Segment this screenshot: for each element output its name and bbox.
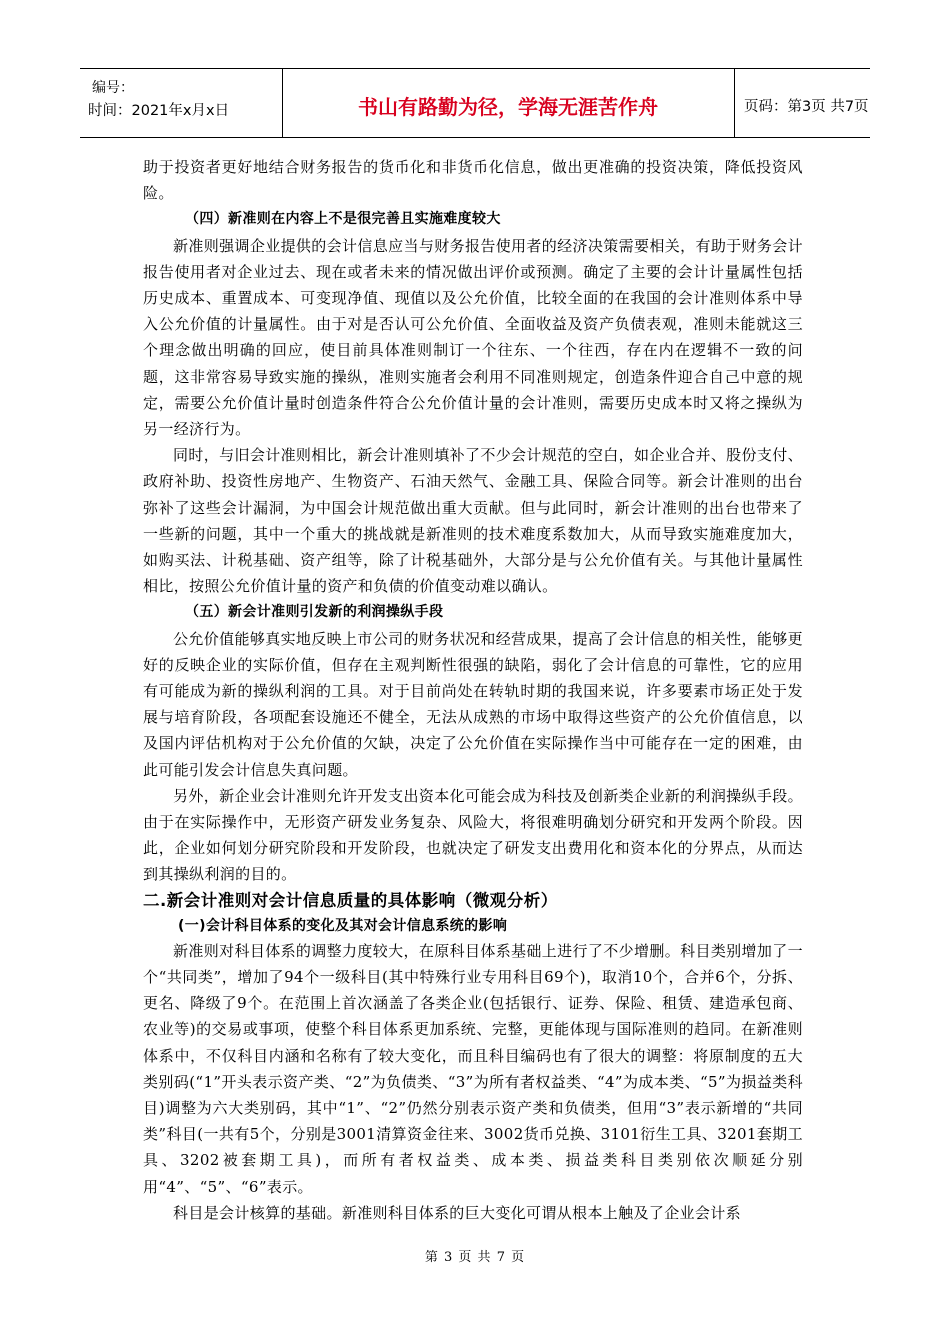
header-page-cell [734, 69, 870, 137]
document-header [80, 68, 870, 138]
paragraph-5: 另外，新企业会计准则允许开发支出资本化可能会成为科技及创新类企业新的利润操纵手段。由于在实际操作中，无形资产研发业务复杂、风险大，将很难明确划分研究和开发两个阶段。因此，企业如何划分研究阶段和开发阶段，也就决定了研发支出费用化和资本化的分界点，从而达到其操纵利润的目的。 [143, 786, 803, 884]
header-info-cell [80, 69, 283, 137]
header-motto-cell [282, 69, 735, 137]
section-heading-2: 二.新会计准则对会计信息质量的具体影响（微观分析） [143, 890, 558, 910]
document-body [143, 154, 803, 1226]
document-time-label: 时间：2021年x月x日 [88, 103, 230, 119]
header-page-label: 页码：第3页 共7页 [744, 99, 869, 115]
paragraph-6: 新准则对科目体系的调整力度较大，在原科目体系基础上进行了不少增删。科目类别增加了一个“共同类”，增加了94个一级科目(其中特殊行业专用科目69个)，取消10个，合并6个，分拆、更名、降级了9个。在范围上首次涵盖了各类企业(包括银行、证券、保险、租赁、建造承包商、农业等)的交易或事项，使整个科目体系更加系统、完整，更能体现与国际准则的趋同。在新准则体系中，不仅科目内涵和名称有了较大变化，而且科目编码也有了很大的调整：将原制度的五大类别码(“1”开头表示资产类、“2”为负债类、“3”为所有者权益类、“4”为成本类、“5”为损益类科目)调整为六大类别码，其中“1”、“2”仍然分别表示资产类和负债类，但用“3”表示新增的“共同类”科目(一共有5个，分别是3001清算资金往来、3002货币兑换、3101衍生工具、3201套期工具、3202被套期工具)，而所有者权益类、成本类、损益类科目类别依次顺延分别用“4”、“5”、“6”表示。 [143, 941, 803, 1196]
paragraph-1: 助于投资者更好地结合财务报告的货币化和非货币化信息，做出更准确的投资决策，降低投资风险。 [143, 158, 803, 203]
paragraph-7: 科目是会计核算的基础。新准则科目体系的巨大变化可谓从根本上触及了企业会计系 [173, 1203, 741, 1222]
paragraph-3: 同时，与旧会计准则相比，新会计准则填补了不少会计规范的空白，如企业合并、股份支付、政府补助、投资性房地产、生物资产、石油天然气、金融工具、保险合同等。新会计准则的出台弥补了这些会计漏洞，为中国会计规范做出重大贡献。但与此同时，新会计准则的出台也带来了一些新的问题，其中一个重大的挑战就是新准则的技术难度系数加大，从而导致实施难度加大，如购买法、计税基础、资产组等，除了计税基础外，大部分是与公允价值有关。与其他计量属性相比，按照公允价值计量的资产和负债的价值变动难以确认。 [143, 446, 803, 596]
subheading-2-1: (一)会计科目体系的变化及其对会计信息系统的影响 [178, 917, 508, 934]
heading-5: （五）新会计准则引发新的利润操纵手段 [185, 604, 444, 621]
heading-4: （四）新准则在内容上不是很完善且实施难度较大 [185, 211, 501, 228]
page-footer: 第 3 页 共 7 页 [424, 1250, 526, 1265]
paragraph-2: 新准则强调企业提供的会计信息应当与财务报告使用者的经济决策需要相关，有助于财务会计报告使用者对企业过去、现在或者未来的情况做出评价或预测。确定了主要的会计计量属性包括历史成本、重置成本、可变现净值、现值以及公允价值，比较全面的在我国的会计准则体系中导入公允价值的计量属性。由于对是否认可公允价值、全面收益及资产负债表观，准则未能就这三个理念做出明确的回应，使目前具体准则制订一个往东、一个往西，存在内在逻辑不一致的问题，这非常容易导致实施的操纵，准则实施者会利用不同准则规定，创造条件迎合自己中意的规定，需要公允价值计量时创造条件符合公允价值计量的会计准则，需要历史成本时又将之操纵为另一经济行为。 [143, 236, 803, 439]
paragraph-4: 公允价值能够真实地反映上市公司的财务状况和经营成果，提高了会计信息的相关性，能够更好的反映企业的实际价值，但存在主观判断性很强的缺陷，弱化了会计信息的可靠性，它的应用有可能成为新的操纵利润的工具。对于目前尚处在转轨时期的我国来说，许多要素市场正处于发展与培育阶段，各项配套设施还不健全，无法从成熟的市场中取得这些资产的公允价值信息，以及国内评估机构对于公允价值的欠缺，决定了公允价值在实际操作当中可能存在一定的困难，由此可能引发会计信息失真问题。 [143, 629, 803, 779]
header-motto: 书山有路勤为径，学海无涯苦作舟 [358, 95, 658, 119]
document-number-label: 编号： [92, 80, 134, 96]
